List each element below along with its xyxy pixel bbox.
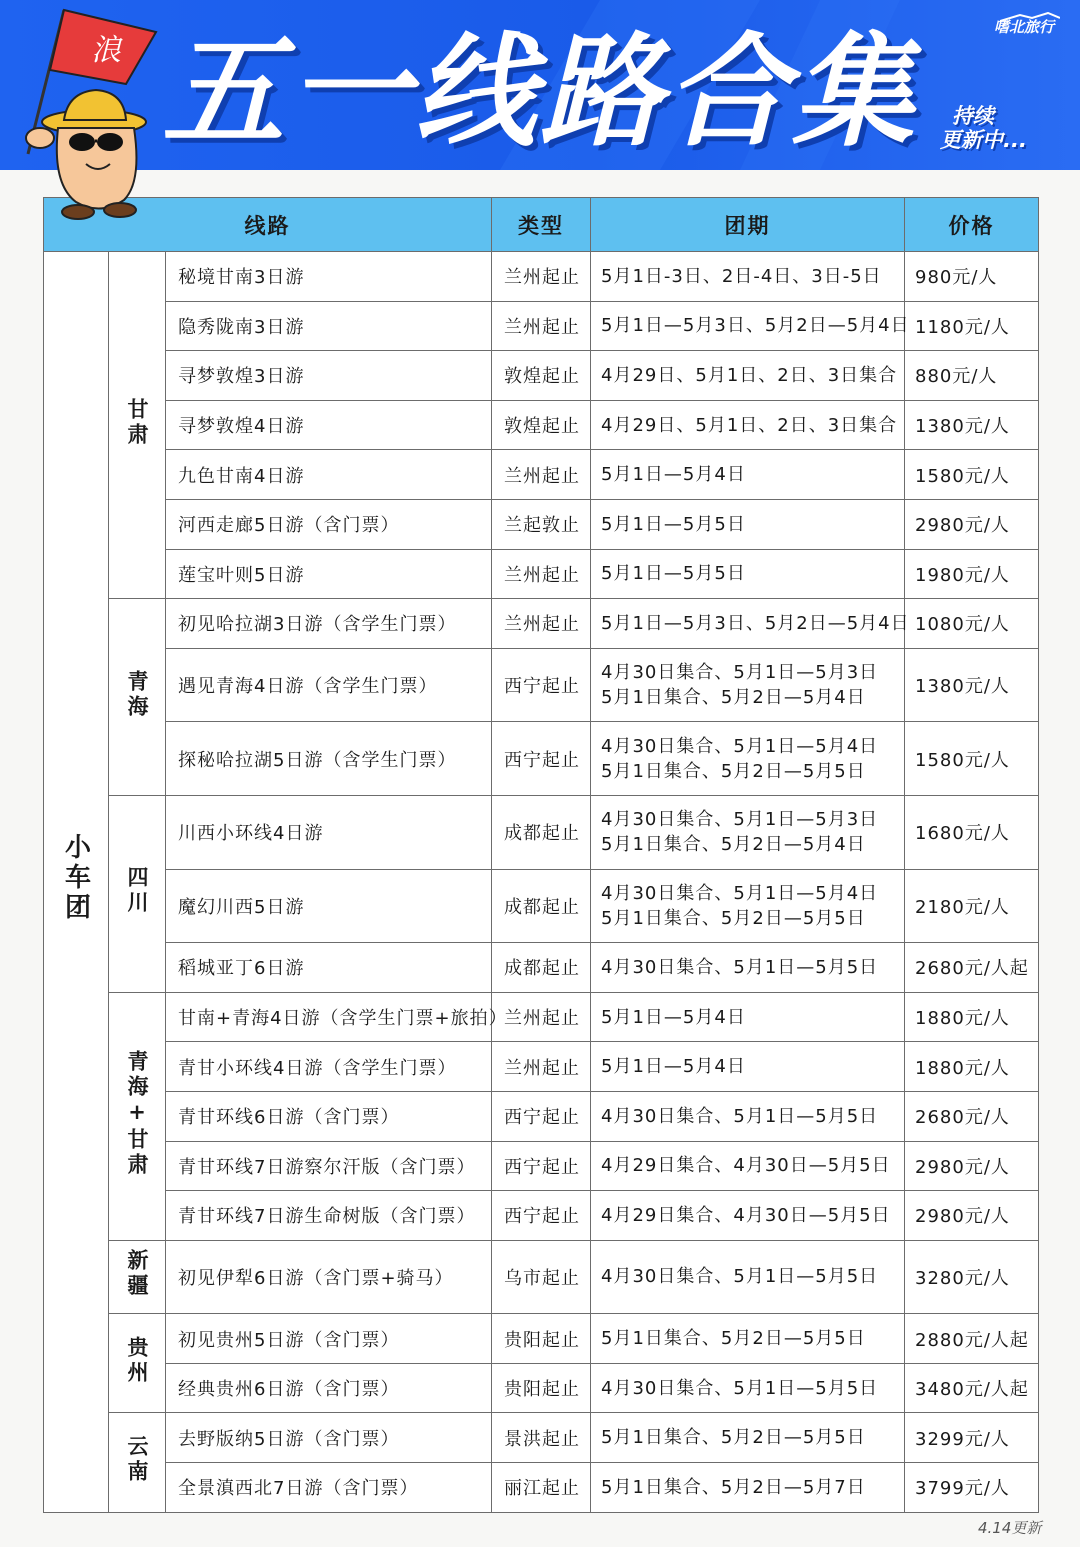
price-cell: 980元/人: [905, 252, 1039, 302]
type-cell: 贵阳起止: [492, 1363, 591, 1413]
type-cell: 兰州起止: [492, 599, 591, 649]
province-cell-gansu: 甘肃: [109, 252, 166, 599]
dates-cell: 4月30日集合、5月1日—5月5日: [591, 1091, 905, 1141]
table-row: [44, 1314, 1039, 1364]
column-header-route: 线路: [44, 198, 492, 252]
type-cell: 成都起止: [492, 869, 591, 943]
update-status-line2: 更新中...: [940, 128, 1027, 152]
province-cell-sichuan: 四川: [109, 795, 166, 992]
table-row: [44, 301, 1039, 351]
price-cell: 3299元/人: [905, 1413, 1039, 1463]
type-cell: 敦煌起止: [492, 351, 591, 401]
table-row: [44, 450, 1039, 500]
type-cell: 西宁起止: [492, 1091, 591, 1141]
group-cell: [44, 252, 109, 1513]
province-cell-guizhou: 贵州: [109, 1314, 166, 1413]
dates-cell: 5月1日集合、5月2日—5月5日: [591, 1314, 905, 1364]
page-title: 五一线路合集: [162, 21, 918, 163]
column-header-price: 价格: [905, 198, 1039, 252]
dates-cell: 4月30日集合、5月1日—5月3日 5月1日集合、5月2日—5月4日: [591, 795, 905, 869]
dates-cell: 4月29日、5月1日、2日、3日集合: [591, 400, 905, 450]
route-cell: 魔幻川西5日游: [166, 869, 492, 943]
price-cell: 3280元/人: [905, 1240, 1039, 1314]
type-cell: 兰州起止: [492, 450, 591, 500]
price-cell: 2980元/人: [905, 1141, 1039, 1191]
province-cell-qinghai: 青海: [109, 599, 166, 796]
table-row: [44, 992, 1039, 1042]
route-cell: 初见哈拉湖3日游（含学生门票）: [166, 599, 492, 649]
route-cell: 寻梦敦煌4日游: [166, 400, 492, 450]
table-row: [44, 869, 1039, 943]
price-cell: 3480元/人起: [905, 1363, 1039, 1413]
price-cell: 2680元/人起: [905, 943, 1039, 993]
type-cell: 西宁起止: [492, 1191, 591, 1241]
dates-cell: 5月1日—5月4日: [591, 450, 905, 500]
price-cell: 880元/人: [905, 351, 1039, 401]
dates-cell: 4月29日集合、4月30日—5月5日: [591, 1191, 905, 1241]
type-cell: 西宁起止: [492, 648, 591, 722]
dates-cell: 4月30日集合、5月1日—5月5日: [591, 1240, 905, 1314]
table-row: [44, 648, 1039, 722]
province-cell-qinghai-gansu: 青海+甘肃: [109, 992, 166, 1240]
flag-mark: 浪: [91, 33, 121, 68]
table-row: [44, 1091, 1039, 1141]
table-row: [44, 549, 1039, 599]
table-row: [44, 351, 1039, 401]
table-row: [44, 499, 1039, 549]
dates-cell: 5月1日集合、5月2日—5月5日: [591, 1413, 905, 1463]
price-cell: 1580元/人: [905, 450, 1039, 500]
dates-cell: 4月29日集合、4月30日—5月5日: [591, 1141, 905, 1191]
mascot-flag-icon: [6, 4, 166, 222]
table-row: [44, 1363, 1039, 1413]
dates-cell: 4月30日集合、5月1日—5月4日 5月1日集合、5月2日—5月5日: [591, 722, 905, 796]
dates-cell: 4月30日集合、5月1日—5月5日: [591, 943, 905, 993]
table-row: [44, 252, 1039, 302]
price-cell: 2180元/人: [905, 869, 1039, 943]
route-cell: 稻城亚丁6日游: [166, 943, 492, 993]
dates-cell: 4月30日集合、5月1日—5月4日 5月1日集合、5月2日—5月5日: [591, 869, 905, 943]
route-cell: 全景滇西北7日游（含门票）: [166, 1463, 492, 1513]
route-cell: 初见伊犁6日游（含门票+骑马）: [166, 1240, 492, 1314]
price-cell: 2880元/人起: [905, 1314, 1039, 1364]
price-cell: 1680元/人: [905, 795, 1039, 869]
route-cell: 青甘环线7日游察尔汗版（含门票）: [166, 1141, 492, 1191]
table-row: [44, 1240, 1039, 1314]
price-cell: 2980元/人: [905, 1191, 1039, 1241]
dates-cell: 4月30日集合、5月1日—5月5日: [591, 1363, 905, 1413]
province-cell-yunnan: 云南: [109, 1413, 166, 1512]
route-cell: 川西小环线4日游: [166, 795, 492, 869]
column-header-type: 类型: [492, 198, 591, 252]
type-cell: 兰起敦止: [492, 499, 591, 549]
type-cell: 兰州起止: [492, 1042, 591, 1092]
table-row: [44, 1413, 1039, 1463]
table-row: [44, 1042, 1039, 1092]
update-note: 4.14更新: [978, 1519, 1042, 1537]
type-cell: 兰州起止: [492, 992, 591, 1042]
route-cell: 莲宝叶则5日游: [166, 549, 492, 599]
brand-logo: 嗜北旅行: [994, 18, 1055, 36]
route-cell: 经典贵州6日游（含门票）: [166, 1363, 492, 1413]
table-row: [44, 400, 1039, 450]
route-cell: 去野版纳5日游（含门票）: [166, 1413, 492, 1463]
column-header-dates: 团期: [591, 198, 905, 252]
type-cell: 兰州起止: [492, 549, 591, 599]
table-row: [44, 722, 1039, 796]
province-cell-xinjiang: 新疆: [109, 1240, 166, 1314]
price-cell: 1080元/人: [905, 599, 1039, 649]
group-label: 小车团: [60, 833, 91, 924]
update-status: [940, 104, 1027, 152]
table-row: [44, 599, 1039, 649]
type-cell: 兰州起止: [492, 301, 591, 351]
price-cell: 1880元/人: [905, 992, 1039, 1042]
price-cell: 2680元/人: [905, 1091, 1039, 1141]
dates-cell: 5月1日集合、5月2日—5月7日: [591, 1463, 905, 1513]
route-cell: 河西走廊5日游（含门票）: [166, 499, 492, 549]
type-cell: 贵阳起止: [492, 1314, 591, 1364]
table-row: [44, 1141, 1039, 1191]
dates-cell: 5月1日—5月4日: [591, 992, 905, 1042]
price-cell: 1380元/人: [905, 400, 1039, 450]
dates-cell: 5月1日—5月5日: [591, 499, 905, 549]
type-cell: 兰州起止: [492, 252, 591, 302]
route-cell: 寻梦敦煌3日游: [166, 351, 492, 401]
route-table: [43, 197, 1039, 1513]
dates-cell: 5月1日—5月3日、5月2日—5月4日: [591, 301, 905, 351]
price-cell: 1380元/人: [905, 648, 1039, 722]
price-cell: 2980元/人: [905, 499, 1039, 549]
route-cell: 探秘哈拉湖5日游（含学生门票）: [166, 722, 492, 796]
type-cell: 西宁起止: [492, 722, 591, 796]
table-row: [44, 795, 1039, 869]
route-cell: 初见贵州5日游（含门票）: [166, 1314, 492, 1364]
type-cell: 乌市起止: [492, 1240, 591, 1314]
route-cell: 秘境甘南3日游: [166, 252, 492, 302]
route-cell: 遇见青海4日游（含学生门票）: [166, 648, 492, 722]
dates-cell: 5月1日—5月3日、5月2日—5月4日: [591, 599, 905, 649]
route-cell: 青甘环线6日游（含门票）: [166, 1091, 492, 1141]
type-cell: 丽江起止: [492, 1463, 591, 1513]
route-cell: 甘南+青海4日游（含学生门票+旅拍）: [166, 992, 492, 1042]
table-row: [44, 1463, 1039, 1513]
dates-cell: 5月1日—5月5日: [591, 549, 905, 599]
type-cell: 景洪起止: [492, 1413, 591, 1463]
route-cell: 九色甘南4日游: [166, 450, 492, 500]
route-cell: 青甘环线7日游生命树版（含门票）: [166, 1191, 492, 1241]
update-status-line1: 持续: [952, 104, 994, 128]
dates-cell: 4月30日集合、5月1日—5月3日 5月1日集合、5月2日—5月4日: [591, 648, 905, 722]
price-cell: 1880元/人: [905, 1042, 1039, 1092]
dates-cell: 5月1日—5月4日: [591, 1042, 905, 1092]
table-header-row: [44, 198, 1039, 252]
price-cell: 1580元/人: [905, 722, 1039, 796]
type-cell: 西宁起止: [492, 1141, 591, 1191]
price-cell: 3799元/人: [905, 1463, 1039, 1513]
route-cell: 隐秀陇南3日游: [166, 301, 492, 351]
route-cell: 青甘小环线4日游（含学生门票）: [166, 1042, 492, 1092]
table-row: [44, 943, 1039, 993]
table-row: [44, 1191, 1039, 1241]
price-cell: 1180元/人: [905, 301, 1039, 351]
type-cell: 成都起止: [492, 795, 591, 869]
dates-cell: 4月29日、5月1日、2日、3日集合: [591, 351, 905, 401]
dates-cell: 5月1日-3日、2日-4日、3日-5日: [591, 252, 905, 302]
type-cell: 成都起止: [492, 943, 591, 993]
price-cell: 1980元/人: [905, 549, 1039, 599]
type-cell: 敦煌起止: [492, 400, 591, 450]
